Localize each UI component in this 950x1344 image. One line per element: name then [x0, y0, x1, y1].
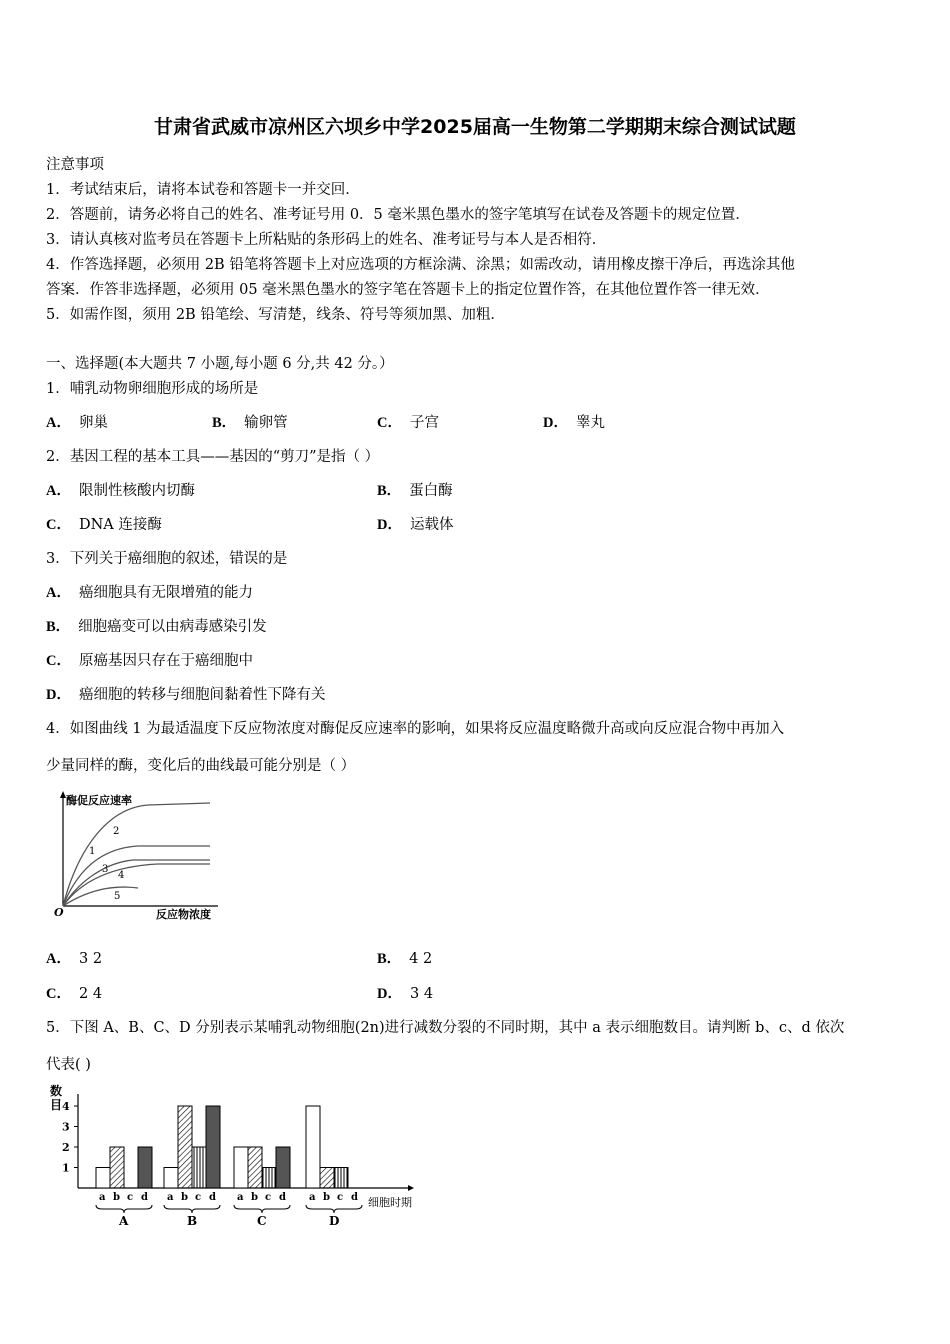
y-tick-label: 1 [62, 1161, 70, 1175]
bar-B-b [178, 1106, 192, 1188]
sub-label-D-c: c [337, 1192, 344, 1203]
bar-D-b [320, 1168, 334, 1189]
page-title: 甘肃省武威市凉州区六坝乡中学2025届高一生物第二学期期末综合测试试题 [154, 116, 796, 138]
sub-label-D-b: b [323, 1192, 330, 1203]
curve-5 [63, 887, 138, 906]
curve-label-4: 4 [118, 870, 125, 881]
bar-B-d [206, 1106, 220, 1188]
notice-item-3: 3．请认真核对监考员在答题卡上所粘贴的条形码上的姓名、准考证号与本人是否相符． [46, 232, 607, 248]
bar-A-b [110, 1147, 124, 1188]
notice-heading: 注意事项 [46, 157, 104, 173]
q2-option-c: C． DNA 连接酶 [46, 517, 162, 533]
q3-option-c: C． 原癌基因只存在于癌细胞中 [46, 653, 253, 669]
notice-item-4: 4．作答选择题，必须用 2B 铅笔将答题卡上对应选项的方框涂满、涂黑；如需改动，请用橡皮擦干净后，再选涂其他 [46, 257, 795, 273]
bar-D-c [334, 1168, 348, 1189]
notice-item-4-cont: 答案．作答非选择题，必须用 05 毫米黑色墨水的签字笔在答题卡上的指定位置作答，在其他位置作答一律无效． [46, 282, 770, 298]
q5-stem-line1: 5．下图 A、B、C、D 分别表示某哺乳动物细胞(2n)进行减数分裂的不同时期，其中 a 表示细胞数目。请判断 b、c、d 依次 [46, 1020, 845, 1036]
sub-label-A-d: d [141, 1192, 148, 1203]
bar-B-c [192, 1147, 206, 1188]
q2-option-a: A． 限制性核酸内切酶 [46, 483, 195, 499]
meiosis-bar-chart [46, 1080, 446, 1228]
q4-option-c: C． 2 4 [46, 986, 103, 1002]
sub-label-A-c: c [127, 1192, 134, 1203]
bar-A-d [138, 1147, 152, 1188]
q3-option-d: D． 癌细胞的转移与细胞间黏着性下降有关 [46, 687, 326, 703]
y-axis-label: 酶促反应速率 [66, 794, 132, 807]
section-heading: 一、选择题(本大题共 7 小题,每小题 6 分,共 42 分。） [46, 356, 394, 372]
curve-3 [63, 860, 210, 906]
bar-C-a [234, 1147, 248, 1188]
group-label-B: B [187, 1214, 198, 1228]
curve-2 [63, 803, 210, 906]
sub-label-C-d: d [279, 1192, 286, 1203]
group-brace-D [306, 1205, 362, 1213]
group-brace-B [164, 1205, 220, 1213]
q2-option-d: D． 运载体 [377, 517, 454, 533]
curve-label-5: 5 [114, 891, 121, 902]
q1-option-d: D． 睾丸 [543, 415, 605, 431]
sub-label-A-b: b [113, 1192, 120, 1203]
q1-stem: 1．哺乳动物卵细胞形成的场所是 [46, 381, 259, 397]
group-label-D: D [329, 1214, 340, 1228]
notice-item-5: 5．如需作图，须用 2B 铅笔绘、写清楚，线条、符号等须加黑、加粗． [46, 307, 505, 323]
notice-item-1: 1．考试结束后，请将本试卷和答题卡一并交回． [46, 182, 360, 198]
group-brace-A [96, 1205, 152, 1213]
q2-stem: 2．基因工程的基本工具——基因的“剪刀”是指（ ） [46, 449, 380, 465]
group-label-C: C [257, 1214, 267, 1228]
sub-label-B-a: a [167, 1192, 174, 1203]
bar-A-a [96, 1168, 110, 1189]
group-brace-C [234, 1205, 290, 1213]
notice-item-2: 2．答题前，请务必将自己的姓名、准考证号用 0．5 毫米黑色墨水的签字笔填写在试卷及答题卡的规定位置． [46, 207, 750, 223]
curve-label-2: 2 [113, 826, 120, 837]
q3-stem: 3．下列关于癌细胞的叙述，错误的是 [46, 551, 288, 567]
bar-B-a [164, 1168, 178, 1189]
q2-option-b: B． 蛋白酶 [377, 483, 453, 499]
q4-option-d: D． 3 4 [377, 986, 434, 1002]
bar-C-c [262, 1168, 276, 1189]
sub-label-D-d: d [351, 1192, 358, 1203]
y-tick-label: 4 [62, 1100, 70, 1113]
q5-stem-line2: 代表( ) [46, 1057, 91, 1073]
y-axis-label-char-1: 数 [50, 1084, 63, 1098]
y-tick-label: 3 [62, 1120, 70, 1134]
q3-option-a: A． 癌细胞具有无限增殖的能力 [46, 585, 253, 601]
bar-C-b [248, 1147, 262, 1188]
sub-label-A-a: a [99, 1192, 106, 1203]
x-axis-label: 细胞时期 [368, 1196, 412, 1209]
q1-option-c: C． 子宫 [377, 415, 439, 431]
sub-label-B-b: b [181, 1192, 188, 1203]
y-tick-label: 2 [62, 1141, 70, 1154]
enzyme-rate-figure [48, 788, 238, 923]
q4-stem-line1: 4．如图曲线 1 为最适温度下反应物浓度对酶促反应速率的影响，如果将反应温度略微升高或向反应混合物中再加入 [46, 721, 785, 737]
group-label-A: A [119, 1214, 129, 1228]
sub-label-C-a: a [237, 1192, 244, 1203]
y-axis-label-char-2: 目 [50, 1098, 63, 1112]
q4-stem-line2: 少量同样的酶，变化后的曲线最可能分别是（ ） [46, 758, 356, 774]
q4-option-b: B． 4 2 [377, 951, 433, 967]
curve-label-1: 1 [89, 846, 96, 857]
q4-option-a: A． 3 2 [46, 951, 103, 967]
curve-label-3: 3 [102, 864, 109, 875]
sub-label-C-c: c [265, 1192, 272, 1203]
bar-C-d [276, 1147, 290, 1188]
bar-D-a [306, 1106, 320, 1188]
sub-label-C-b: b [251, 1192, 258, 1203]
x-axis-arrow [408, 1185, 414, 1191]
origin-label: O [54, 906, 64, 919]
q1-option-b: B． 输卵管 [212, 415, 288, 431]
x-axis-label: 反应物浓度 [156, 908, 211, 921]
q1-option-a: A． 卵巢 [46, 415, 108, 431]
curve-1 [63, 846, 210, 906]
q3-option-b: B． 细胞癌变可以由病毒感染引发 [46, 619, 267, 635]
sub-label-B-d: d [209, 1192, 216, 1203]
sub-label-B-c: c [195, 1192, 202, 1203]
sub-label-D-a: a [309, 1192, 316, 1203]
